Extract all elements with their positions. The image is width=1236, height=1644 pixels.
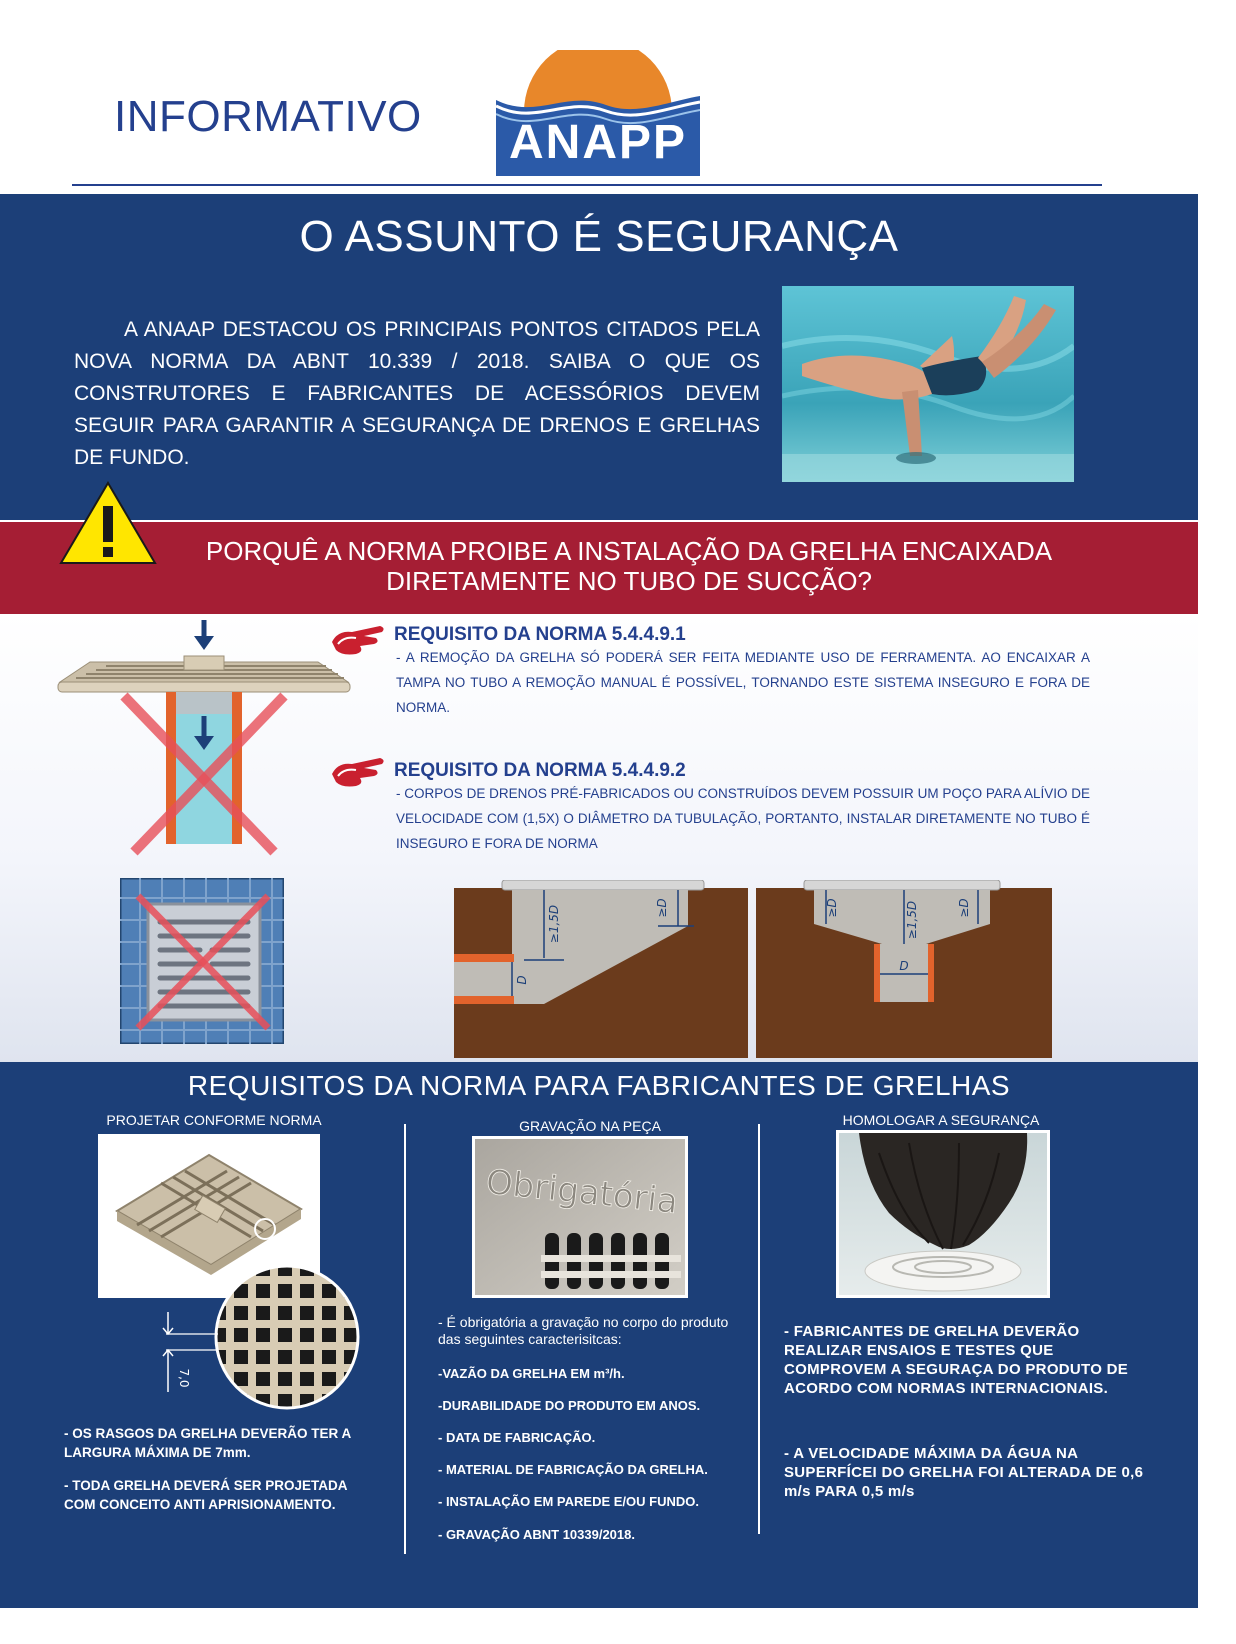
col2-list-item: -DURABILIDADE DO PRODUTO EM ANOS.: [438, 1398, 701, 1413]
dim-label-min-d: ≥D: [957, 898, 971, 918]
bottom-drain-well-diagram: [756, 880, 1052, 1058]
logo-text: ANAPP: [508, 116, 688, 169]
engraved-word: Obrigatória: [484, 1162, 680, 1223]
slot-width-dimension: [158, 1302, 218, 1412]
header-title: INFORMATIVO: [114, 92, 422, 141]
swimmer-photo: [782, 286, 1074, 482]
engraving-image: [472, 1136, 688, 1298]
dim-label-min-d: ≥D: [825, 898, 839, 918]
intro-paragraph: A ANAAP DESTACOU OS PRINCIPAIS PONTOS CITADOS PELA NOVA NORMA DA ABNT 10.339 / 2018. SAIBA O QUE OS CONSTRUTORES E FABRICANTES DE ACESSÓRIOS DEVEM SEGUIR PARA GARANTIR A SEGURANÇA DE DRENOS E GRELHAS DE FUNDO.: [74, 318, 760, 469]
hair-entrapment-photo: [836, 1130, 1050, 1298]
anapp-logo: [496, 50, 700, 176]
col3-item-1: - FABRICANTES DE GRELHA DEVERÃO REALIZAR ENSAIOS E TESTES QUE COMPROVEM A SEGURAÇA DO PRODUTO DE ACORDO COM NORMAS INTERNACIONAIS.: [784, 1323, 1129, 1397]
side-drain-well-diagram: [454, 880, 748, 1058]
warning-question: [190, 536, 1198, 596]
intro-title: O ASSUNTO É SEGURANÇA: [299, 212, 899, 261]
col1-item-1: - OS RASGOS DA GRELHA DEVERÃO TER A LARGURA MÁXIMA DE 7mm.: [64, 1426, 351, 1460]
col3-item-2: - A VELOCIDADE MÁXIMA DA ÁGUA NA SUPERFÍCEI DO GRELHA FOI ALTERADA DE 0,6 m/s PARA 0,5 m/s: [784, 1445, 1144, 1500]
warning-banner: [0, 522, 1198, 614]
col2-intro: - É obrigatória a gravação no corpo do produto das seguintes caracterisitcas:: [438, 1314, 729, 1347]
intro-section: [0, 194, 1198, 520]
dim-label-1-5d: ≥1,5D: [547, 904, 561, 944]
col2-list-item: - MATERIAL DE FABRICAÇÃO DA GRELHA.: [438, 1462, 708, 1477]
manufacturers-title: REQUISITOS DA NORMA PARA FABRICANTES DE GRELHAS: [187, 1070, 1011, 1101]
col2-list-item: -VAZÃO DA GRELHA EM m³/h.: [438, 1366, 625, 1381]
col3-heading: HOMOLOGAR A SEGURANÇA: [842, 1112, 1040, 1128]
col2-heading: GRAVAÇÃO NA PEÇA: [519, 1118, 661, 1134]
warning-line-1: PORQUÊ A NORMA PROIBE A INSTALAÇÃO DA GRELHA ENCAIXADA: [205, 536, 1053, 566]
requirement-1-title: REQUISITO DA NORMA 5.4.4.9.1: [394, 624, 686, 645]
col2-list-item: - INSTALAÇÃO EM PAREDE E/OU FUNDO.: [438, 1494, 699, 1509]
slot-width-label: 7,0: [177, 1368, 191, 1388]
warning-line-2: DIRETAMENTE NO TUBO DE SUCÇÃO?: [386, 566, 872, 596]
requirement-1-body: - A REMOÇÃO DA GRELHA SÓ PODERÁ SER FEITA MEDIANTE USO DE FERRAMENTA. AO ENCAIXAR A TAMPA NO TUBO A REMOÇÃO MANUAL É POSSÍVEL, TORNANDO ESTE SISTEMA INSEGURO E FORA DE NORMA.: [396, 650, 1090, 715]
col1-item-2: - TODA GRELHA DEVERÁ SER PROJETADA COM CONCEITO ANTI APRISIONAMENTO.: [64, 1478, 348, 1512]
grate-in-pipe-diagram: [56, 620, 352, 868]
dim-label-d: D: [515, 975, 529, 985]
col2-list-item: - DATA DE FABRICAÇÃO.: [438, 1430, 596, 1445]
dim-label-d: D: [899, 959, 909, 973]
warning-triangle-icon: [58, 480, 158, 566]
requirement-2-title: REQUISITO DA NORMA 5.4.4.9.2: [394, 760, 686, 781]
col2-list-item: - GRAVAÇÃO ABNT 10339/2018.: [438, 1527, 635, 1542]
dim-label-min-d: ≥D: [655, 898, 669, 918]
col1-heading: PROJETAR CONFORME NORMA: [106, 1112, 322, 1128]
grate-zoom-detail: [212, 1262, 362, 1412]
column-divider: [404, 1124, 406, 1554]
dim-label-1-5d: ≥1,5D: [905, 900, 919, 940]
column-divider: [758, 1124, 760, 1534]
grate-on-tiles-photo: [120, 878, 284, 1044]
header-rule: [72, 184, 1102, 186]
requirement-2-body: - CORPOS DE DRENOS PRÉ-FABRICADOS OU CONSTRUÍDOS DEVEM POSSUIR UM POÇO PARA ALÍVIO DE VELOCIDADE COM (1,5X) O DIÂMETRO DA TUBULAÇÃO, PORTANTO, INSTALAR DIRETAMENTE NO TUBO É INSEGURO E FORA DE NORMA: [396, 786, 1090, 851]
